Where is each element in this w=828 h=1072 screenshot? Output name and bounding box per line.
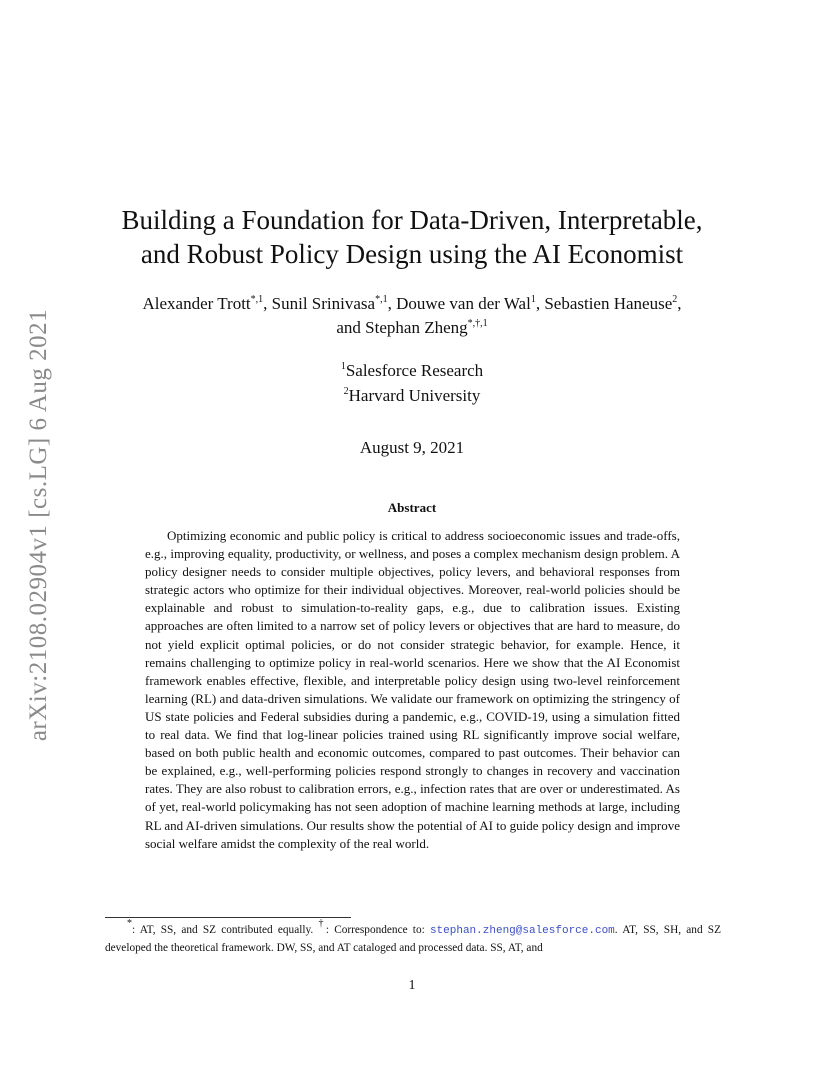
author-separator: ,	[387, 294, 397, 313]
footnote-mark-correspondence: †	[318, 918, 326, 929]
author-line-1	[80, 292, 744, 316]
abstract-heading: Abstract	[387, 500, 437, 515]
page-number: 1	[408, 978, 416, 993]
affiliation-item	[80, 358, 744, 383]
author-affil-mark: *,1	[375, 294, 388, 305]
affiliation-item	[80, 383, 744, 408]
author-affil-mark: *,†,1	[467, 318, 488, 329]
author-name: Sunil Srinivasa	[271, 294, 376, 313]
author-affil-mark: 1	[530, 294, 536, 305]
footnote-mark-equal: *	[127, 918, 132, 929]
author-separator: ,	[263, 294, 272, 313]
paper-date: August 9, 2021	[359, 438, 465, 457]
footnote-text: : Correspondence to:	[325, 924, 430, 936]
footnote-text: . AT, SS, SH, and SZ developed the theoretical framework. DW, SS, and AT cataloged and processed data. SS, AT, and	[105, 924, 721, 954]
author-affil-mark: *,1	[250, 294, 264, 305]
author-list	[80, 292, 744, 340]
affiliation-mark: 1	[340, 361, 346, 372]
arxiv-sidebar	[16, 290, 62, 760]
paper-title	[80, 203, 744, 271]
affiliation-name: Salesforce Research	[345, 361, 484, 380]
correspondence-email-link[interactable]: stephan.zheng@salesforce.com	[429, 925, 615, 937]
author-name: Douwe van der Wal	[396, 294, 531, 313]
affiliation-mark: 2	[343, 386, 349, 397]
author-separator: ,	[535, 294, 545, 313]
author-name: Sebastien Haneuse	[544, 294, 673, 313]
footnote	[105, 918, 721, 957]
author-separator: ,	[677, 294, 682, 313]
abstract-text: Optimizing economic and public policy is critical to address socioeconomic issues and trade-offs, e.g., improving equality, productivity, or wellness, and poses a complex mechanism design problem. A policy designer needs to consider multiple objectives, policy levers, and behavioral responses from strategic actors who optimize for their individual objectives. Moreover, real-world policies should be explainable and robust to simulation-to-reality gaps, e.g., due to calibration issues. Existing approaches are often limited to a narrow set of policy levers or objectives that are hard to measure, do not yield explicit optimal policies, or do not consider strategic behavior, for example. Hence, it remains challenging to optimize policy in real-world scenarios. Here we show that the AI Economist framework enables effective, flexible, and interpretable policy design using two-level reinforcement learning (RL) and data-driven simulations. We validate our framework on optimizing the stringency of US state policies and Federal subsidies during a pandemic, e.g., COVID-19, using a simulation fitted to real data. We find that log-linear policies trained using RL significantly improve social welfare, based on both public health and economic outcomes, compared to past outcomes. Their behavior can be explained, e.g., well-performing policies respond strongly to changes in recovery and vaccination rates. They are also robust to calibration errors, e.g., infection rates that are over or underestimated. As of yet, real-world policymaking has not seen adoption of machine learning methods at large, including RL and AI-driven simulations. Our results show the potential of AI to guide policy design and improve social welfare amidst the complexity of the real world.	[145, 528, 680, 851]
affiliation-name: Harvard University	[348, 386, 481, 405]
footnote-text: : AT, SS, and SZ contributed equally.	[132, 924, 319, 936]
title-line-1: Building a Foundation for Data-Driven, Interpretable,	[121, 205, 703, 235]
author-affil-mark: 2	[672, 294, 678, 305]
author-name: and Stephan Zheng	[336, 318, 468, 337]
title-line-2: and Robust Policy Design using the AI Economist	[140, 239, 684, 269]
arxiv-identifier: arXiv:2108.02904v1 [cs.LG] 6 Aug 2021	[25, 308, 52, 742]
author-name: Alexander Trott	[142, 294, 251, 313]
author-line-2	[80, 316, 744, 340]
footnote-divider	[105, 917, 351, 918]
affiliations	[80, 358, 744, 408]
